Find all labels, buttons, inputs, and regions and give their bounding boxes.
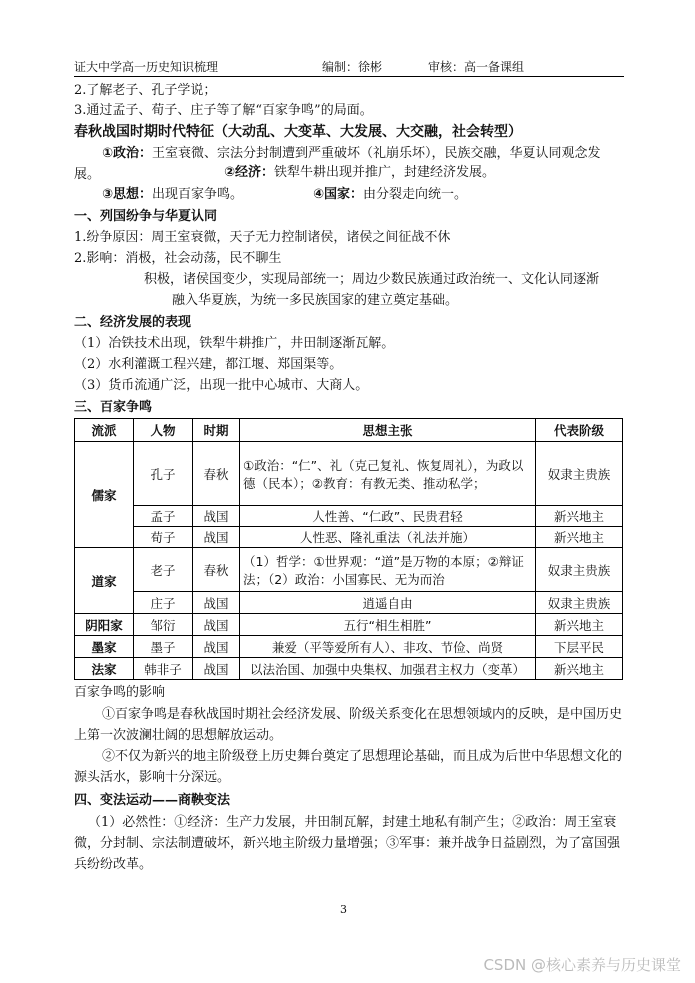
class-cell: 新兴地主 — [536, 614, 623, 636]
hundred-schools-table — [74, 418, 623, 680]
section-1-line-2: 2.影响：消极，社会动荡，民不聊生 — [74, 251, 282, 266]
section-1-title: 一、列国纷争与华夏认同 — [74, 209, 218, 224]
period-cell: 战国 — [193, 658, 240, 680]
table-row — [75, 614, 623, 636]
school-cell: 法家 — [75, 658, 134, 680]
person-cell: 墨子 — [134, 636, 193, 658]
section-1-line-3: 积极，诸侯国变少，实现局部统一；周边少数民族通过政治统一、文化认同逐渐 — [144, 272, 600, 287]
person-cell: 老子 — [134, 548, 193, 592]
intro-line-2: 2.了解老子、孔子学说； — [74, 83, 217, 98]
idea-cell: ①政治：“仁”、礼（克己复礼、恢复周礼），为政以德（民本）；②教育：有教无类、推动私学； — [240, 442, 536, 506]
col-header-class: 代表阶级 — [536, 419, 623, 442]
class-cell: 新兴地主 — [536, 506, 623, 527]
page-header — [74, 58, 624, 77]
person-cell: 邹衍 — [134, 614, 193, 636]
impact-title: 百家争鸣的影响 — [74, 685, 166, 700]
section-2-title: 二、经济发展的表现 — [74, 315, 192, 330]
class-cell: 奴隶主贵族 — [536, 442, 623, 506]
section-2-line-2: （2）水利灌溉工程兴建，都江堰、郑国渠等。 — [74, 357, 343, 372]
section-2-line-3: （3）货币流通广泛，出现一批中心城市、大商人。 — [74, 378, 369, 393]
class-cell: 新兴地主 — [536, 527, 623, 548]
header-editor: 编制：徐彬 — [322, 60, 383, 74]
era-line-4 — [313, 186, 467, 204]
person-cell: 孔子 — [134, 442, 193, 506]
person-cell: 荀子 — [134, 527, 193, 548]
idea-cell: 人性善、“仁政”、民贵君轻 — [240, 506, 536, 527]
politics-label: ①政治： — [102, 146, 153, 161]
state-label: ④国家： — [313, 187, 364, 202]
thought-text: 出现百家争鸣。 — [152, 187, 244, 202]
class-cell: 奴隶主贵族 — [536, 548, 623, 592]
table-row — [75, 658, 623, 680]
person-cell: 孟子 — [134, 506, 193, 527]
idea-cell: 五行“相生相胜” — [240, 614, 536, 636]
period-cell: 战国 — [193, 592, 240, 614]
economy-text: 铁犁牛耕出现并推广，封建经济发展。 — [274, 165, 496, 180]
table-row — [75, 548, 623, 592]
impact-paragraph-2: ②不仅为新兴的地主阶级登上历史舞台奠定了思想理论基础，而且成为后世中华思想文化的源头活水，影响十分深远。 — [74, 749, 623, 785]
era-economy — [224, 164, 495, 182]
period-cell: 战国 — [193, 636, 240, 658]
section-3-title: 三、百家争鸣 — [74, 400, 153, 415]
era-title: 春秋战国时期时代特征（大动乱、大变革、大发展、大交融，社会转型） — [74, 124, 522, 140]
table-row — [75, 527, 623, 548]
table-row — [75, 506, 623, 527]
section-1-line-4: 融入华夏族，为统一多民族国家的建立奠定基础。 — [172, 293, 459, 308]
header-title: 证大中学高一历史知识梳理 — [74, 60, 219, 74]
period-cell: 战国 — [193, 614, 240, 636]
page-number: 3 — [340, 903, 347, 916]
state-text: 由分裂走向统一。 — [363, 187, 468, 202]
header-reviewer: 审核：高一备课组 — [428, 60, 525, 74]
period-cell: 战国 — [193, 527, 240, 548]
class-cell: 下层平民 — [536, 636, 623, 658]
period-cell: 战国 — [193, 506, 240, 527]
table-row — [75, 592, 623, 614]
thought-label: ③思想： — [102, 187, 153, 202]
period-cell: 春秋 — [193, 442, 240, 506]
table-row — [75, 636, 623, 658]
class-cell: 奴隶主贵族 — [536, 592, 623, 614]
intro-line-3: 3.通过孟子、荀子、庄子等了解“百家争鸣”的局面。 — [74, 103, 373, 118]
table-row — [75, 442, 623, 506]
period-cell: 春秋 — [193, 548, 240, 592]
idea-cell: 以法治国、加强中央集权、加强君主权力（变革） — [240, 658, 536, 680]
idea-cell: （1）哲学：①世界观：“道”是万物的本原；②辩证法；（2）政治：小国寡民、无为而治 — [240, 548, 536, 592]
col-header-idea: 思想主张 — [240, 419, 536, 442]
col-header-period: 时期 — [193, 419, 240, 442]
col-header-school: 流派 — [75, 419, 134, 442]
school-cell: 道家 — [75, 548, 134, 614]
section-4-title: 四、变法运动——商鞅变法 — [74, 793, 231, 808]
person-cell: 庄子 — [134, 592, 193, 614]
idea-cell: 人性恶、隆礼重法（礼法并施） — [240, 527, 536, 548]
impact-paragraph-1: ①百家争鸣是春秋战国时期社会经济发展、阶级关系变化在思想领域内的反映，是中国历史上第一次波澜壮阔的思想解放运动。 — [74, 707, 623, 743]
era-line-3 — [102, 186, 243, 204]
section-1-line-1: 1.纷争原因：周王室衰微，天子无力控制诸侯，诸侯之间征战不休 — [74, 230, 451, 245]
school-cell: 墨家 — [75, 636, 134, 658]
person-cell: 韩非子 — [134, 658, 193, 680]
col-header-person: 人物 — [134, 419, 193, 442]
section-2-line-1: （1）冶铁技术出现，铁犁牛耕推广，井田制逐渐瓦解。 — [74, 336, 395, 351]
class-cell: 新兴地主 — [536, 658, 623, 680]
politics-text: 王室衰微、宗法分封制遭到严重破坏（礼崩乐坏），民族交融，华夏认同观念发展。 — [74, 146, 601, 182]
school-cell: 儒家 — [75, 442, 134, 548]
school-cell: 阴阳家 — [75, 614, 134, 636]
economy-label: ②经济： — [224, 165, 275, 180]
idea-cell: 兼爱（平等爱所有人）、非攻、节俭、尚贤 — [240, 636, 536, 658]
section-4-text: （1）必然性：①经济：生产力发展，井田制瓦解，封建土地私有制产生；②政治：周王室衰微，分封制、宗法制遭破坏，新兴地主阶级力量增强；③军事：兼并战争日益剧烈，为了富国强兵纷纷改革。 — [74, 815, 621, 872]
table-header-row — [75, 419, 623, 442]
csdn-watermark: CSDN @核心素养与历史课堂 — [483, 956, 681, 974]
idea-cell: 逍遥自由 — [240, 592, 536, 614]
